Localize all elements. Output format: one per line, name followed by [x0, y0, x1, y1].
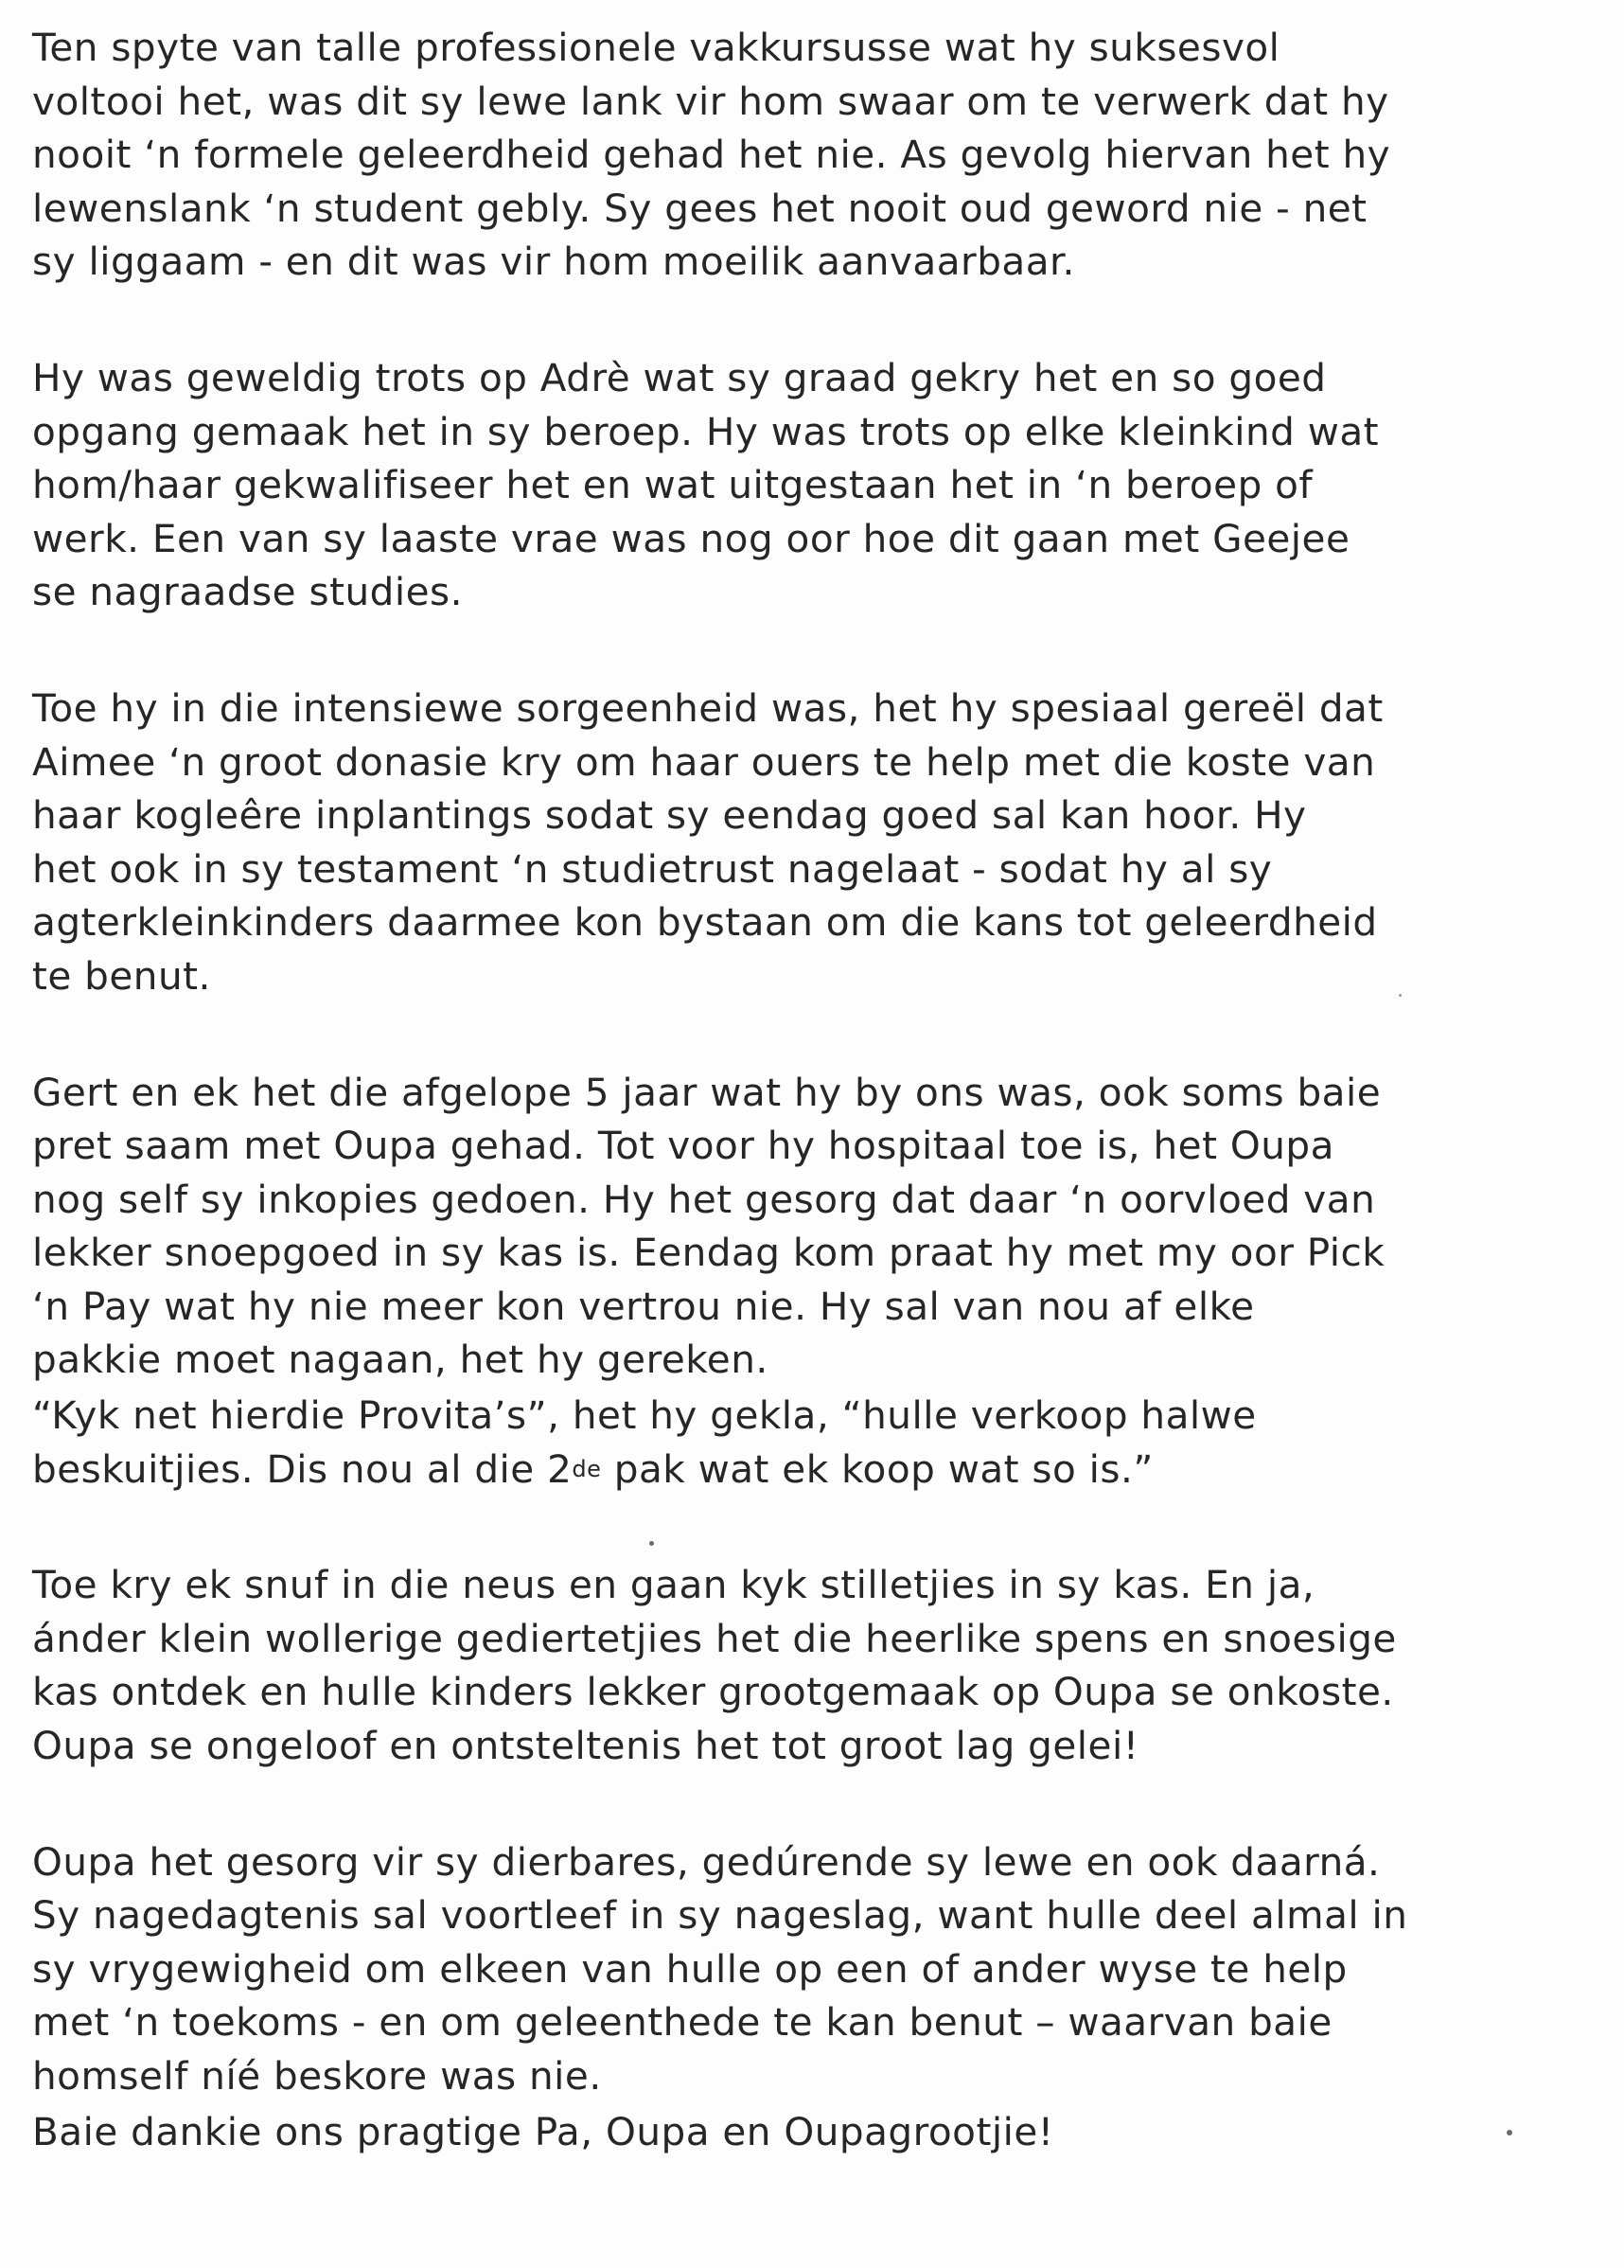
text-line: Toe hy in die intensiewe sorgeenheid was, het hy spesiaal gereël dat — [32, 684, 1384, 731]
text-line: pakkie moet nagaan, het hy gereken. — [32, 1337, 768, 1383]
paragraph — [32, 21, 1594, 289]
text-line: Oupa het gesorg vir sy dierbares, gedúrende sy lewe en ook daarná. — [32, 1838, 1381, 1885]
text-line: hom/haar gekwalifiseer het en wat uitgestaan het in ‘n beroep of — [32, 462, 1314, 508]
text-line: werk. Een van sy laaste vrae was nog oor hoe dit gaan met Geejee — [32, 515, 1350, 561]
text-line: opgang gemaak het in sy beroep. Hy was trots op elke kleinkind wat — [32, 408, 1380, 454]
text-line: haar kogleêre inplantings sodat sy eendag goed sal kan hoor. Hy — [32, 792, 1307, 839]
text-line: Baie dankie ons pragtige Pa, Oupa en Oupagrootjie! — [32, 2108, 1054, 2154]
text-fragment: beskuitjies. Dis nou al die 2 — [32, 1445, 573, 1492]
text-line: Hy was geweldig trots op Adrè wat sy graad gekry het en so goed — [32, 354, 1327, 400]
text-line: voltooi het, was dit sy lewe lank vir hom swaar om te verwerk dat hy — [32, 78, 1389, 124]
text-line: “Kyk net hierdie Provita’s”, het hy gekla, “hulle verkoop halwe — [32, 1392, 1257, 1439]
text-line: se nagraadse studies. — [32, 569, 463, 615]
text-line: pret saam met Oupa gehad. Tot voor hy hospitaal toe is, het Oupa — [32, 1123, 1334, 1169]
text-line: met ‘n toekoms - en om geleenthede te kan benut – waarvan baie — [32, 1999, 1333, 2046]
text-line: Ten spyte van talle professionele vakkursusse wat hy suksesvol — [32, 25, 1280, 70]
text-line: Toe kry ek snuf in die neus en gaan kyk stilletjies in sy kas. En ja, — [32, 1562, 1315, 1608]
text-line: homself níé beskore was nie. — [32, 2053, 602, 2099]
scan-speck — [649, 1541, 654, 1546]
paragraph — [32, 682, 1594, 1003]
text-line: kas ontdek en hulle kinders lekker grootgemaak op Oupa se onkoste. — [32, 1669, 1394, 1715]
text-line: Aimee ‘n groot donasie kry om haar ouers te help met die koste van — [32, 738, 1376, 785]
text-line: nooit ‘n formele geleerdheid gehad het nie. As gevolg hiervan het hy — [32, 132, 1391, 178]
text-line: te benut. — [32, 952, 211, 999]
text-line: Gert en ek het die afgelope 5 jaar wat hy by ons was, ook soms baie — [32, 1069, 1382, 1115]
text-line: ‘n Pay wat hy nie meer kon vertrou nie. Hy sal van nou af elke — [32, 1283, 1255, 1329]
text-line: Sy nagedagtenis sal voortleef in sy nageslag, want hulle deel almal in — [32, 1892, 1408, 1939]
paragraph — [32, 1835, 1594, 2103]
text-line: het ook in sy testament ‘n studietrust nagelaat - sodat hy al sy — [32, 845, 1273, 892]
text-line: lekker snoepgoed in sy kas is. Eendag kom praat hy met my oor Pick — [32, 1230, 1386, 1276]
text-line: sy vrygewigheid om elkeen van hulle op een of ander wyse te help — [32, 1945, 1348, 1992]
text-fragment: pak wat ek koop wat so is.” — [601, 1445, 1154, 1492]
text-line: sy liggaam - en dit was vir hom moeilik aanvaarbaar. — [32, 239, 1075, 285]
paragraph — [32, 1558, 1594, 1772]
scan-speck — [1507, 2130, 1512, 2135]
text-line: nog self sy inkopies gedoen. Hy het gesorg dat daar ‘n oorvloed van — [32, 1176, 1376, 1222]
text-line: ánder klein wollerige gediertetjies het die heerlike spens en snoesige — [32, 1615, 1397, 1661]
paragraph — [32, 1066, 1594, 1388]
ordinal-superscript: de — [572, 1455, 602, 1482]
paragraph — [32, 351, 1594, 619]
closing-paragraph — [32, 2105, 1594, 2159]
text-line-with-superscript — [32, 1443, 1594, 1497]
quote-paragraph — [32, 1389, 1594, 1496]
text-line: agterkleinkinders daarmee kon bystaan om die kans tot geleerdheid — [32, 899, 1378, 946]
text-line: Oupa se ongeloof en ontsteltenis het tot groot lag gelei! — [32, 1723, 1139, 1769]
document-body — [32, 21, 1594, 2158]
text-line: lewenslank ‘n student gebly. Sy gees het nooit oud geword nie - net — [32, 185, 1368, 231]
scan-speck — [1399, 994, 1402, 997]
